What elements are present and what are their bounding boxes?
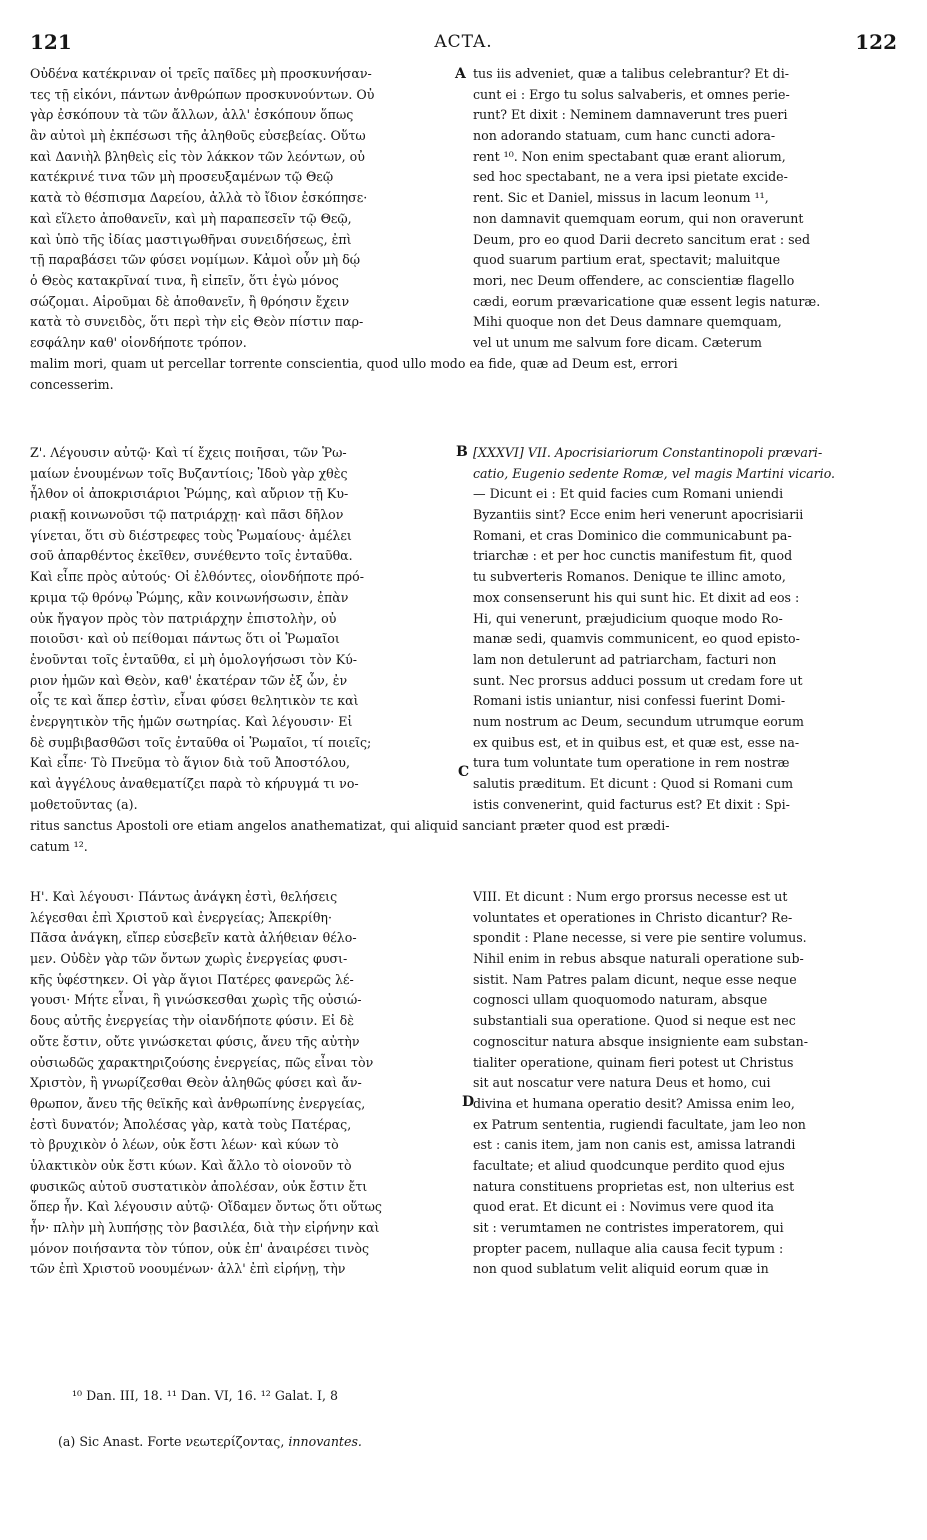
latin-text-line: natura constituens proprietas est, non ulterius est xyxy=(473,1178,795,1194)
latin-text-line: mori, nec Deum offendere, ac conscientiæ flagello xyxy=(473,272,795,288)
latin-text-line: salutis præditum. Et dicunt : Quod si Romani cum xyxy=(473,776,794,791)
greek-text-line: μοθετοῦντας (a). xyxy=(30,796,138,812)
latin-wide-a xyxy=(30,354,893,395)
latin-text-line: sed hoc spectabant, ne a vera ipsi pietate excide- xyxy=(473,169,788,185)
greek-text-line: τῶν ἐπὶ Χριστοῦ νοουμένων· ἀλλ' ἐπὶ εἰρήνῃ, τὴν xyxy=(30,1261,346,1277)
latin-text-line: lam non detulerunt ad patriarcham, facturi non xyxy=(473,651,777,667)
greek-text-line: οὐσιωδῶς χαρακτηριζούσης ἐνεργείας, πῶς εἶναι τὸν xyxy=(30,1054,374,1070)
greek-column-a xyxy=(30,64,458,354)
greek-text-line: τὸ βρυχικὸν ὁ λέων, οὐκ ἔστι λέων· καὶ κύων τὸ xyxy=(30,1137,339,1153)
greek-text-line: τῇ παραβάσει τῶν φύσει νομίμων. Κἀμοὶ οὖν μὴ δῴ xyxy=(30,252,361,268)
latin-text-line: runt? Et dixit : Neminem damnaverunt tres pueri xyxy=(473,107,788,123)
greek-text-line: οἷς τε καὶ ἅπερ ἐστὶν, εἶναι φύσει θελητικὸν τε καὶ xyxy=(30,693,359,709)
greek-text-line: λέγεσθαι ἐπὶ Χριστοῦ καὶ ἐνεργείας; Ἀπεκρίθη· xyxy=(30,909,332,925)
greek-text-line: ριον ἡμῶν καὶ Θεὸν, καθ' ἑκατέραν τῶν ἐξ ὧν, ἐν xyxy=(30,672,348,688)
latin-text-line: est : canis item, jam non canis est, amissa latrandi xyxy=(473,1137,796,1153)
latin-text-line: quod suarum partium erat, spectavit; maluitque xyxy=(473,252,781,268)
greek-text-line: οὔτε ἔστιν, οὔτε γινώσκεται φύσις, ἄνευ τῆς αὐτὴν xyxy=(30,1033,360,1049)
latin-text-line: spondit : Plane necesse, si vere pie sentire volumus. xyxy=(473,930,807,946)
latin-text-line: num nostrum ac Deum, secundum utrumque eorum xyxy=(473,713,804,729)
greek-text-line: κατὰ τὸ θέσπισμα Δαρείου, ἀλλὰ τὸ ἴδιον ἐσκόπησε· xyxy=(30,190,368,206)
greek-text-line: καὶ ἀγγέλους ἀναθεματίζει παρὰ τὸ κήρυγμά τι νο- xyxy=(30,776,359,791)
latin-text-line: cognoscitur natura absque insigniente eam substan- xyxy=(473,1033,808,1049)
page-number-left: 121 xyxy=(30,30,72,54)
greek-text-line: Καὶ εἶπε· Τὸ Πνεῦμα τὸ ἅγιον διὰ τοῦ Ἀποστόλου, xyxy=(30,755,350,771)
latin-text-line: sistit. Nam Patres palam dicunt, neque esse neque xyxy=(473,971,797,987)
latin-text-line: Nihil enim in rebus absque naturali operatione sub- xyxy=(473,951,804,967)
greek-text-line: δους αὐτῆς ἐνεργείας τὴν οἱανδήποτε φύσιν. Εἰ δὲ xyxy=(30,1013,354,1029)
latin-text-line: ex Patrum sententia, rugiendi facultate, jam leo non xyxy=(473,1116,806,1132)
latin-text-line: non adorando statuam, cum hanc cuncti adora- xyxy=(473,128,776,144)
greek-text-line: ἐνεργητικὸν τῆς ἡμῶν σωτηρίας. Καὶ λέγουσιν· Εἰ xyxy=(30,713,353,729)
greek-text-line: Χριστὸν, ἢ γνωρίζεσθαι Θεὸν ἀληθῶς φύσει καὶ ἄν- xyxy=(30,1075,362,1091)
greek-text-line: δὲ συμβιβασθῶσι τοῖς ἐνταῦθα οἱ Ῥωμαῖοι, τί ποιεῖς; xyxy=(30,734,372,750)
page-number-right: 122 xyxy=(855,30,897,54)
greek-text-line: ἐστὶ δυνατόν; Ἀπολέσας γὰρ, κατὰ τοὺς Πατέρας, xyxy=(30,1116,352,1132)
greek-text-line: γίνεται, ὅτι σὺ διέστρεφες τοὺς Ῥωμαίους· ἀμέλει xyxy=(30,527,352,543)
greek-text-line: φυσικῶς αὐτοῦ συστατικὸν ἀπολέσαν, οὐκ ἔστιν ἔτι xyxy=(30,1178,368,1194)
latin-text-line: sit : verumtamen ne contristes imperatorem, qui xyxy=(473,1220,784,1235)
greek-text-line: ὅπερ ἦν. Καὶ λέγουσιν αὐτῷ· Οἴδαμεν ὄντως ὅτι οὕτως xyxy=(30,1199,382,1215)
greek-text-line: καὶ εἵλετο ἀποθανεῖν, καὶ μὴ παραπεσεῖν τῷ Θεῷ, xyxy=(30,210,352,226)
greek-text-line: Ζ'. Λέγουσιν αὐτῷ· Καὶ τί ἔχεις ποιῆσαι, τῶν Ῥω- xyxy=(30,445,347,460)
latin-wide-b xyxy=(30,816,893,857)
latin-text-line: rent ¹⁰. Non enim spectabant quæ erant aliorum, xyxy=(473,148,786,164)
greek-text-line: κῆς ὑφέστηκεν. Οἱ γὰρ ἅγιοι Πατέρες φανερῶς λέ- xyxy=(30,971,354,987)
latin-text-line: rent. Sic et Daniel, missus in lacum leonum ¹¹, xyxy=(473,190,769,206)
latin-text-line: triarchæ : et per hoc cunctis manifestum fit, quod xyxy=(473,548,793,564)
greek-column-c xyxy=(30,887,458,1280)
greek-text-line: τες τῇ εἰκόνι, πάντων ἀνθρώπων προσκυνούντων. Οὐ xyxy=(30,86,375,102)
latin-text-line: Deum, pro eo quod Darii decreto sancitum erat : sed xyxy=(473,231,811,247)
greek-text-line: Η'. Καὶ λέγουσι· Πάντως ἀνάγκη ἐστὶ, θελήσεις xyxy=(30,889,338,904)
latin-wide-line: concesserim. xyxy=(30,376,114,392)
latin-text-line: cunt ei : Ergo tu solus salvaberis, et omnes perie- xyxy=(473,86,790,102)
latin-text-line: non quod sublatum velit aliquid eorum quæ in xyxy=(473,1261,769,1277)
greek-text-line: καὶ Δανιὴλ βληθεὶς εἰς τὸν λάκκον τῶν λεόντων, οὐ xyxy=(30,148,365,164)
latin-text-line: istis convenerint, quid facturus est? Et dixit : Spi- xyxy=(473,796,790,812)
latin-text-line: substantiali sua operatione. Quod si neque est nec xyxy=(473,1013,796,1029)
greek-text-line: Καὶ εἶπε πρὸς αὐτούς· Οἱ ἐλθόντες, οἱονδήποτε πρό- xyxy=(30,569,364,585)
greek-text-line: γὰρ ἐσκόπουν τὰ τῶν ἄλλων, ἀλλ' ἐσκόπουν ὅπως xyxy=(30,107,354,123)
latin-text-line: tu subverteris Romanos. Denique te illinc amoto, xyxy=(473,569,786,585)
footnote-a xyxy=(58,1432,362,1452)
latin-text-line: ex quibus est, et in quibus est, et quæ est, esse na- xyxy=(473,734,800,750)
latin-text-line: sunt. Nec prorsus adduci possum ut credam fore ut xyxy=(473,672,803,688)
latin-text-line: tus iis adveniet, quæ a talibus celebrantur? Et di- xyxy=(473,66,789,81)
greek-text-line: ὁ Θεὸς κατακρῖναί τινα, ἢ εἰπεῖν, ὅτι ἐγὼ μόνος xyxy=(30,272,339,288)
greek-text-line: ποιοῦσι· καὶ οὐ πείθομαι πάντως ὅτι οἱ Ῥωμαῖοι xyxy=(30,631,340,647)
latin-text-line: sit aut noscatur vere natura Deus et homo, cui xyxy=(473,1075,771,1091)
running-title: ACTA. xyxy=(434,32,493,52)
latin-text-line: quod erat. Et dicunt ei : Novimus vere quod ita xyxy=(473,1199,775,1215)
latin-column-a xyxy=(473,64,893,354)
greek-text-line: θρωπον, ἄνευ τῆς θεϊκῆς καὶ ἀνθρωπίνης ἐνεργείας, xyxy=(30,1095,366,1111)
latin-column-c xyxy=(473,887,893,1280)
rubric-line: [XXXVI] VII. Apocrisiariorum Constantinopoli prævari- xyxy=(473,445,823,460)
latin-text-line: Romani, et cras Dominico die communicabunt pa- xyxy=(473,527,792,543)
latin-text-line: — Dicunt ei : Et quid facies cum Romani uniendi xyxy=(473,486,784,502)
greek-text-line: μεν. Οὐδὲν γὰρ τῶν ὄντων χωρὶς ἐνεργείας φυσι- xyxy=(30,951,348,967)
latin-text-line: tura tum voluntate tum operatione in rem nostræ xyxy=(473,755,790,771)
greek-text-line: Πᾶσα ἀνάγκη, εἴπερ εὐσεβεῖν κατὰ ἀλήθειαν θέλο- xyxy=(30,930,357,946)
greek-text-line: σοῦ ἀπαρθέντος ἐκεῖθεν, συνέθεντο τοῖς ἐνταῦθα. xyxy=(30,548,353,564)
greek-text-line: γουσι· Μήτε εἶναι, ἢ γινώσκεσθαι χωρὶς τῆς οὐσιώ- xyxy=(30,992,362,1008)
latin-wide-line: malim mori, quam ut percellar torrente conscientia, quod ullo modo ea fide, quæ ad Deum est, errori xyxy=(30,356,678,371)
footnote-references: ¹⁰ Dan. III, 18. ¹¹ Dan. VI, 16. ¹² Galat. I, 8 xyxy=(72,1388,338,1403)
latin-wide-line: ritus sanctus Apostoli ore etiam angelos anathematizat, qui aliquid sanciant præter quod est prædi- xyxy=(30,818,670,833)
latin-wide-line: catum ¹². xyxy=(30,838,88,854)
running-header xyxy=(30,30,897,58)
greek-text-line: ὑλακτικὸν οὐκ ἔστι κύων. Καὶ ἄλλο τὸ οἱονοῦν τὸ xyxy=(30,1157,352,1173)
greek-text-line: κατὰ τὸ συνειδὸς, ὅτι περὶ τὴν εἰς Θεὸν πίστιν παρ- xyxy=(30,314,364,330)
greek-text-line: ἦν· πλὴν μὴ λυπήσῃς τὸν βασιλέα, διὰ τὴν εἰρήνην καὶ xyxy=(30,1220,380,1235)
latin-text-line: Mihi quoque non det Deus damnare quemquam, xyxy=(473,314,782,330)
margin-letter-c: C xyxy=(458,764,470,780)
latin-text-line: VIII. Et dicunt : Num ergo prorsus necesse est ut xyxy=(473,889,788,904)
greek-text-line: μόνον ποιήσαντα τὸν τύπον, οὐκ ἐπ' ἀναιρέσει τινὸς xyxy=(30,1240,369,1256)
latin-text-line: divina et humana operatio desit? Amissa enim leo, xyxy=(473,1095,795,1111)
latin-column-b xyxy=(473,443,893,815)
latin-text-line: voluntates et operationes in Christo dicantur? Re- xyxy=(473,909,793,925)
latin-text-line: facultate; et aliud quodcunque perdito quod ejus xyxy=(473,1157,785,1173)
latin-text-line: mox consenserunt his qui sunt hic. Et dixit ad eos : xyxy=(473,589,800,605)
latin-text-line: Romani istis uniantur, nisi confessi fuerint Domi- xyxy=(473,693,786,709)
greek-text-line: σώζομαι. Αἱροῦμαι δὲ ἀποθανεῖν, ἢ θρόησιν ἔχειν xyxy=(30,293,350,309)
latin-text-line: manæ sedi, quamvis communicent, eo quod episto- xyxy=(473,631,800,647)
latin-text-line: propter pacem, nullaque alia causa fecit typum : xyxy=(473,1240,784,1256)
margin-letter-a: A xyxy=(455,66,466,82)
greek-column-b xyxy=(30,443,458,815)
greek-text-line: οὐκ ἤγαγον πρὸς τὸν πατριάρχην ἐπιστολὴν, οὐ xyxy=(30,610,337,626)
latin-text-line: cædi, eorum prævaricatione quæ essent legis naturæ. xyxy=(473,293,821,309)
latin-text-line: non damnavit quemquam eorum, qui non oraverunt xyxy=(473,210,804,226)
footnote-a-greek: νεωτερίζοντας xyxy=(185,1434,281,1449)
latin-text-line: Byzantiis sint? Ecce enim heri venerunt apocrisiarii xyxy=(473,507,804,523)
greek-text-line: ἦλθον οἱ ἀποκρισιάριοι Ῥώμης, καὶ αὔριον τῇ Κυ- xyxy=(30,486,349,502)
latin-text-line: cognosci ullam quoquomodo naturam, absque xyxy=(473,992,768,1008)
rubric-line: catio, Eugenio sedente Romæ, vel magis Martini vicario. xyxy=(473,465,836,481)
greek-text-line: εσφάλην καθ' οἱονδήποτε τρόπον. xyxy=(30,334,247,350)
margin-letter-d: D xyxy=(462,1094,475,1110)
greek-text-line: ἂν αὐτοὶ μὴ ἐκπέσωσι τῆς ἀληθοῦς εὐσεβείας. Οὕτω xyxy=(30,128,366,144)
latin-text-line: tialiter operatione, quinam fieri potest ut Christus xyxy=(473,1054,794,1070)
margin-letter-b: B xyxy=(456,444,468,460)
greek-text-line: μαίων ἑνουμένων τοῖς Βυζαντίοις; Ἰδοὺ γὰρ χθὲς xyxy=(30,465,348,481)
greek-text-line: ἑνοῦνται τοῖς ἐνταῦθα, εἰ μὴ ὁμολογήσωσι τὸν Κύ- xyxy=(30,651,358,667)
greek-text-line: κατέκρινέ τινα τῶν μὴ προσευξαμένων τῷ Θεῷ xyxy=(30,169,334,185)
latin-text-line: Hi, qui venerunt, præjudicium quoque modo Ro- xyxy=(473,610,783,626)
footnote-a-prefix: (a) Sic Anast. Forte xyxy=(58,1434,186,1449)
greek-text-line: κριμα τῷ θρόνῳ Ῥώμης, κἂν κοινωνήσωσιν, ἐπὰν xyxy=(30,589,349,605)
greek-text-line: Οὐδένα κατέκριναν οἱ τρεῖς παῖδες μὴ προσκυνήσαν- xyxy=(30,66,372,81)
latin-text-line: vel ut unum me salvum fore dicam. Cæterum xyxy=(473,334,762,350)
greek-text-line: καὶ ὑπὸ τῆς ἰδίας μαστιγωθῆναι συνειδήσεως, ἐπὶ xyxy=(30,231,352,247)
footnote-a-latin: innovantes. xyxy=(288,1434,362,1449)
footnote-a-comma: , xyxy=(280,1434,289,1449)
greek-text-line: ριακῇ κοινωνοῦσι τῷ πατριάρχῃ· καὶ πᾶσι δῆλον xyxy=(30,507,344,523)
